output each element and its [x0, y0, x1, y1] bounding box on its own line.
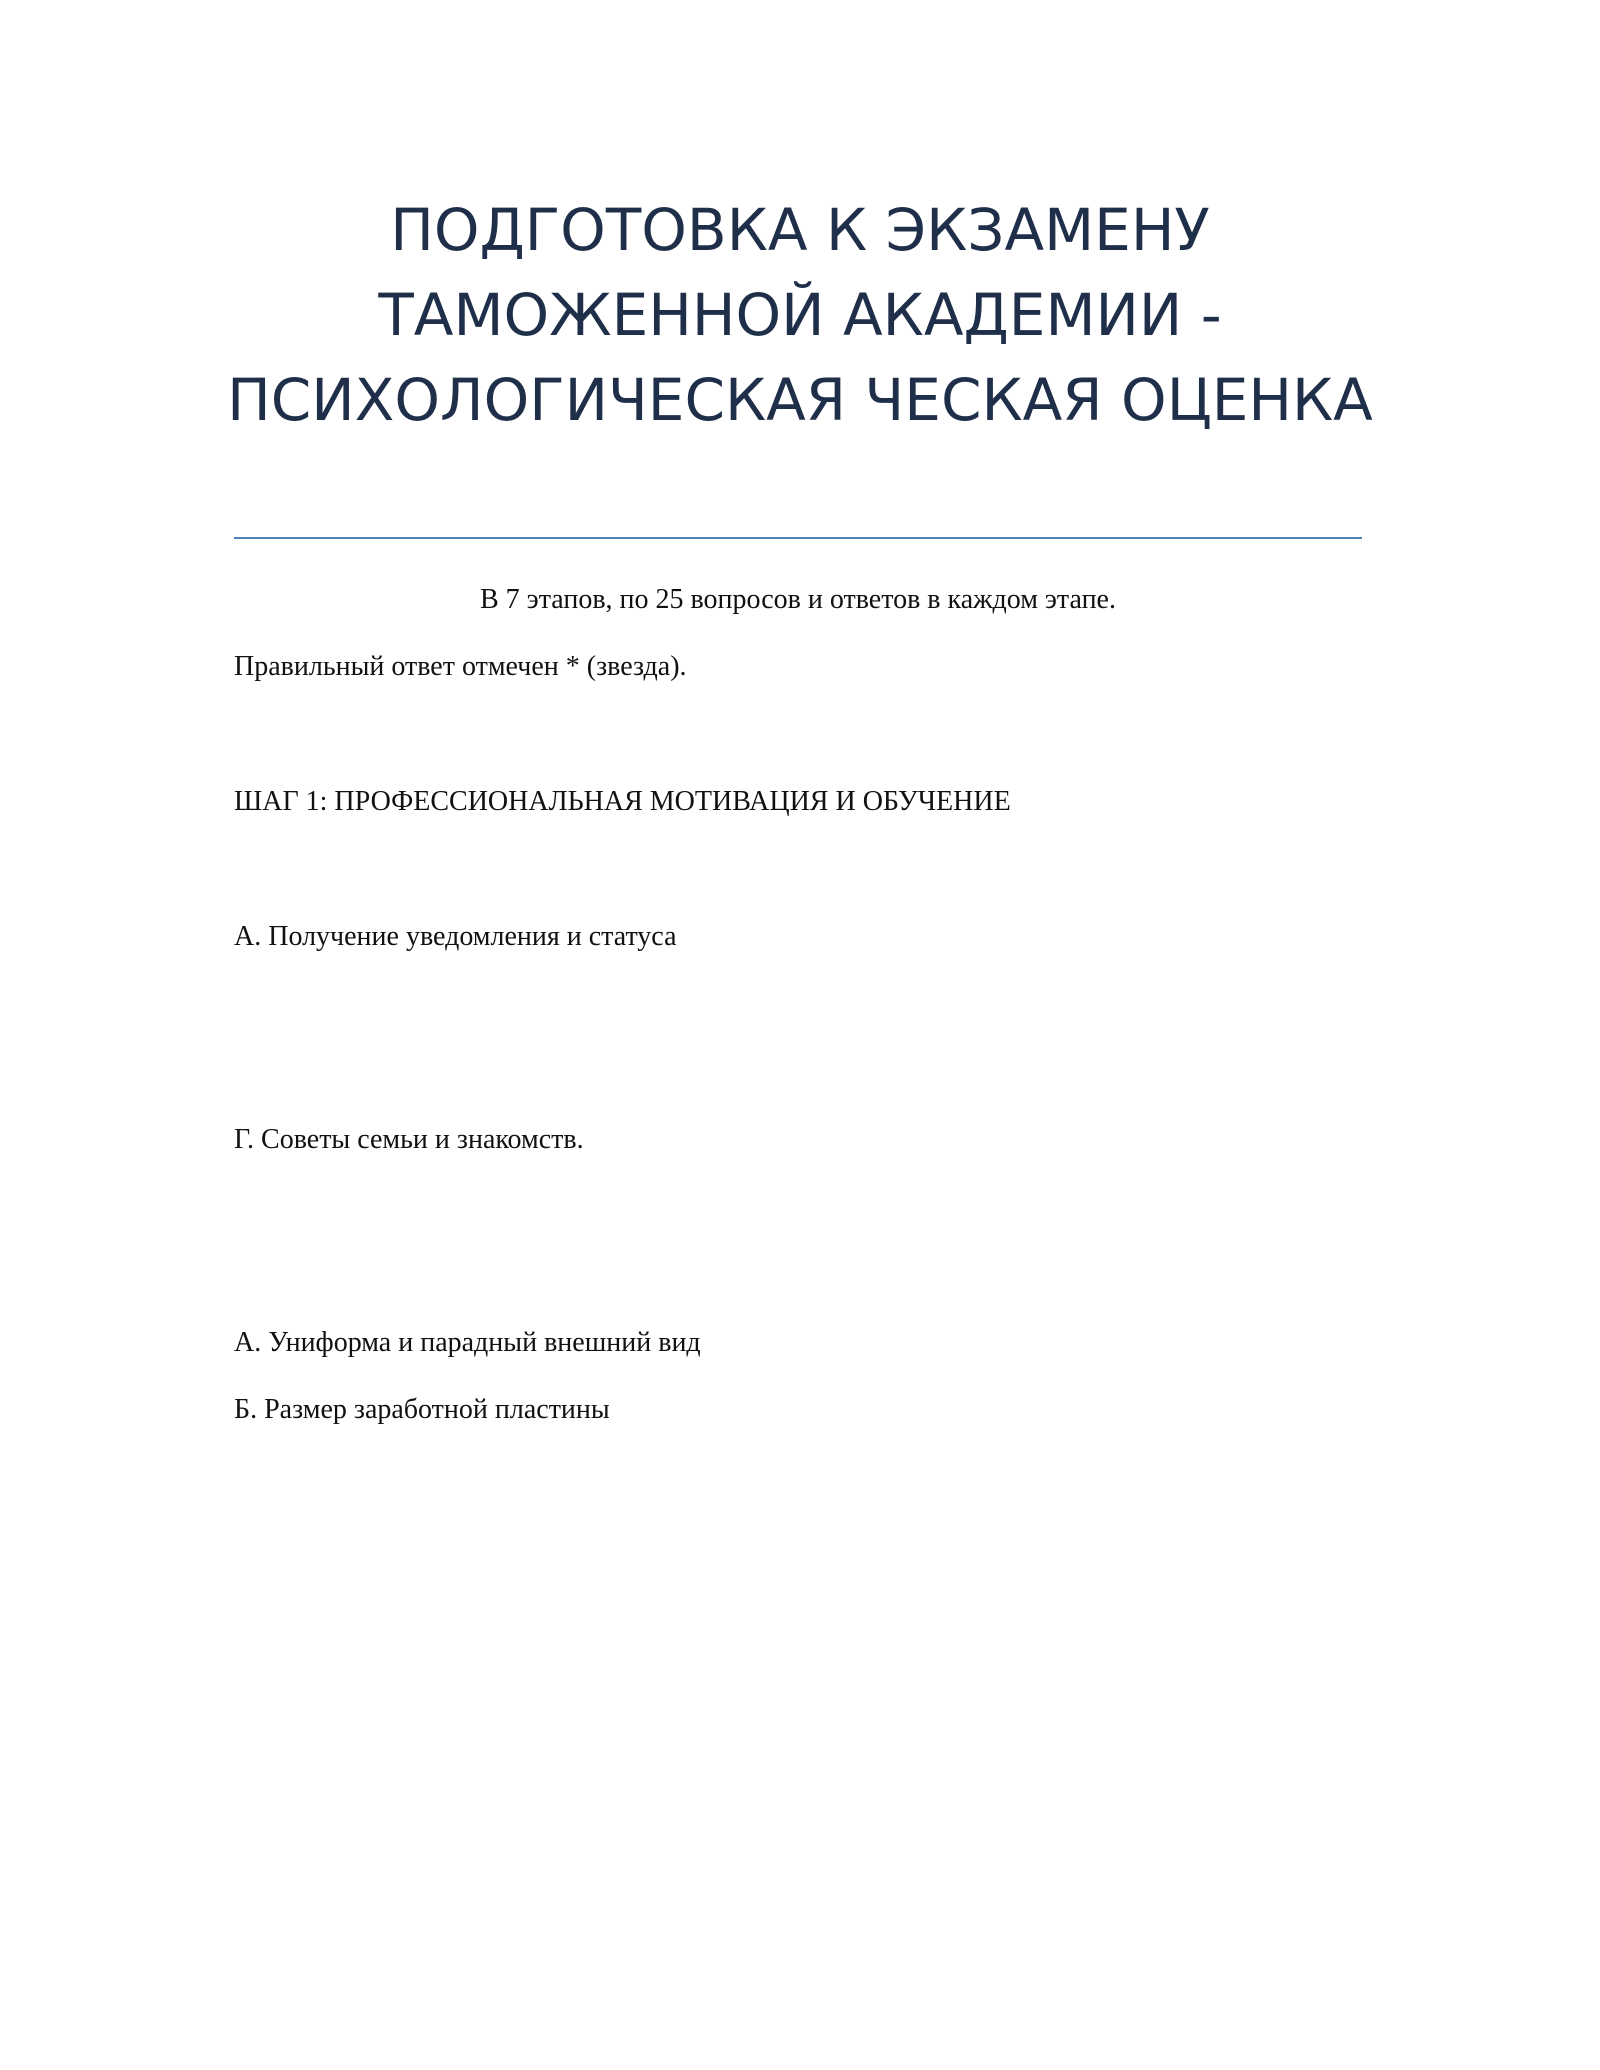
answer-option: А. Униформа и парадный внешний вид: [234, 1327, 701, 1358]
title-line-2: ТАМОЖЕННОЙ АКАДЕМИИ -: [378, 281, 1222, 349]
answer-option: А. Получение уведомления и статуса: [234, 921, 677, 952]
intro-text: В 7 этапов, по 25 вопросов и ответов в каждом этапе.: [480, 584, 1116, 615]
document-title: [180, 188, 1420, 443]
title-line-3: ПСИХОЛОГИЧЕСКАЯ ЧЕСКАЯ ОЦЕНКА: [227, 366, 1373, 434]
title-divider: [234, 537, 1362, 539]
step-heading: ШАГ 1: ПРОФЕССИОНАЛЬНАЯ МОТИВАЦИЯ И ОБУЧЕНИЕ: [234, 786, 1011, 817]
answer-option: Б. Размер заработной пластины: [234, 1394, 610, 1425]
title-line-1: ПОДГОТОВКА К ЭКЗАМЕНУ: [390, 196, 1210, 264]
answer-note: Правильный ответ отмечен * (звезда).: [234, 651, 687, 682]
answer-option: Г. Советы семьи и знакомств.: [234, 1124, 584, 1155]
